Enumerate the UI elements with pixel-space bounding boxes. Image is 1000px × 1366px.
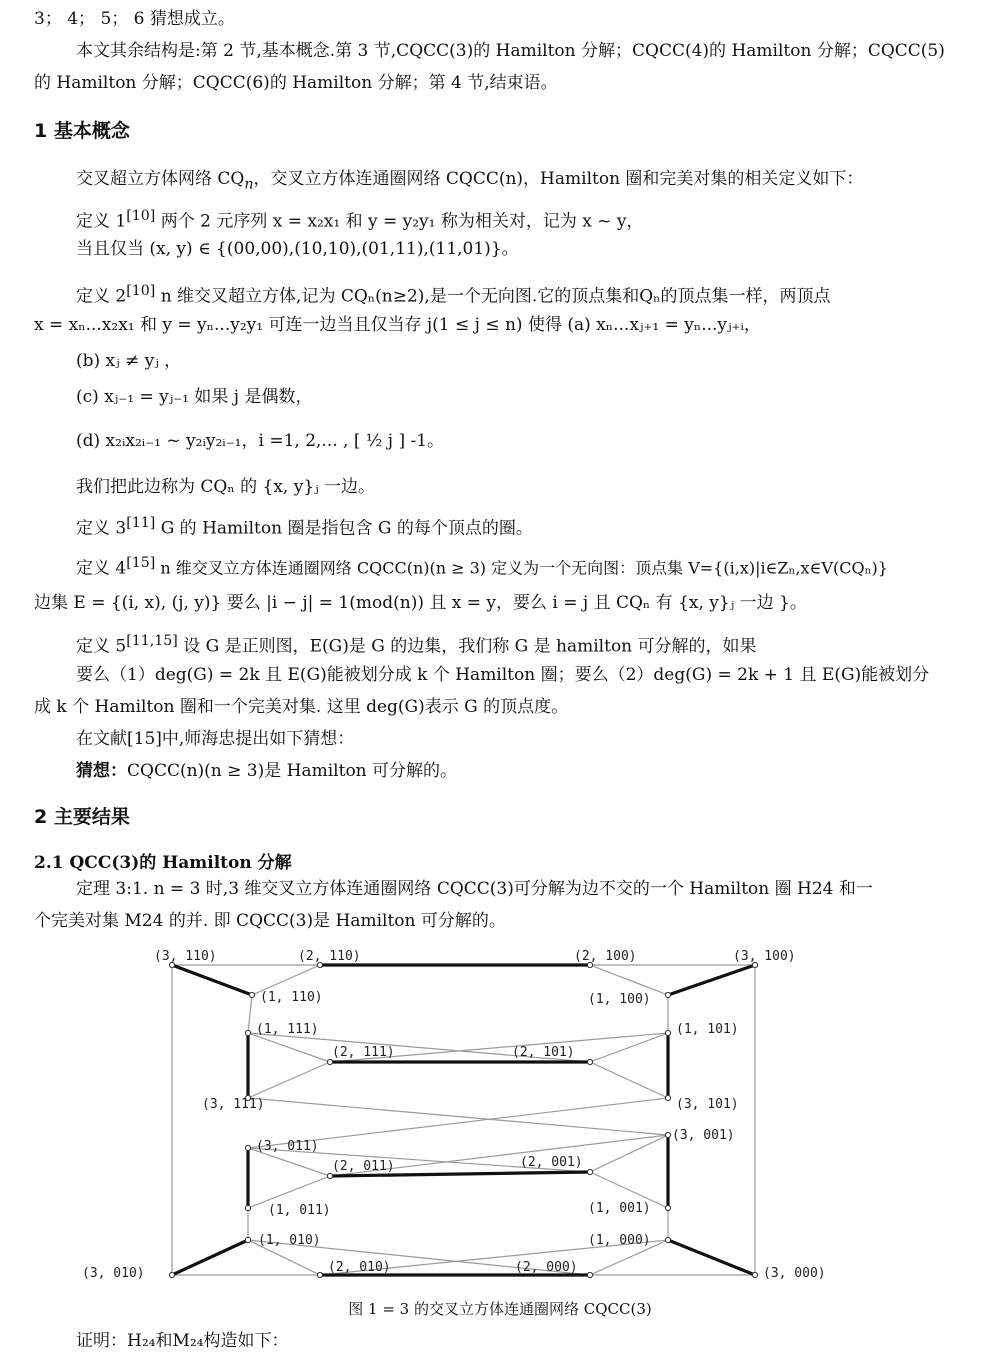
paragraph: 交叉超立方体网络 $CQ_n$，交叉立方体连通圈网络 CQCC(n)，Hamilton 圈和完美对集的相关定义如下： [76, 169, 864, 193]
node-label: (1, 101) [676, 1022, 739, 1037]
definition-text: G 的 Hamilton 圈是指包含 G 的每个顶点的圈。 [155, 518, 533, 539]
definition-label: 定义 4 [76, 558, 127, 579]
graph-node [327, 1059, 332, 1064]
section-heading: 2 主要结果 [34, 806, 130, 828]
graph-node [169, 1272, 174, 1277]
node-label: (2, 101) [512, 1045, 575, 1060]
text-line: 3； 4； 5； 6 猜想成立。 [34, 9, 235, 29]
node-label: (3, 000) [763, 1266, 826, 1281]
graph-node [665, 1030, 670, 1035]
text-line: 的 Hamilton 分解；CQCC(6)的 Hamilton 分解；第 4 节,结束语。 [34, 73, 558, 93]
text-span: ，交叉立方体连通圈网络 CQCC(n)，Hamilton 圈和完美对集的相关定义如下： [253, 169, 864, 189]
conjecture-text: CQCC(n)(n ≥ 3)是 Hamilton 可分解的。 [127, 761, 458, 781]
graph-edge [590, 965, 668, 995]
node-label: (2, 000) [515, 1260, 578, 1275]
node-label: (1, 000) [588, 1233, 651, 1248]
graph-node [249, 992, 254, 997]
node-label: (1, 111) [256, 1022, 319, 1037]
definition-text: n 维交叉立方体连通圈网络 CQCC(n)(n ≥ 3) 定义为一个无向图：顶点集 V={(i,x)|i∈Zₙ,x∈V(CQₙ)} [155, 558, 888, 578]
text-line: (d) x₂ᵢx₂ᵢ₋₁ ~ y₂ᵢy₂ᵢ₋₁，i =1, 2,... , [ ½ j ] -1。 [76, 431, 445, 451]
graph-node [665, 1205, 670, 1210]
hamilton-cycle-edge [668, 965, 755, 995]
definition-label: 定义 1 [76, 211, 127, 232]
text-line: 当且仅当 (x, y) ∈ {(00,00),(10,10),(01,11),(11,01)}。 [76, 239, 519, 259]
node-label: (3, 111) [202, 1097, 265, 1112]
graph-edge [248, 1033, 330, 1062]
text-line: 要么（1）deg(G) = 2k 且 E(G)能被划分成 k 个 Hamilton 圈；要么（2）deg(G) = 2k + 1 且 E(G)能被划分 [76, 665, 930, 685]
section-heading: 1 基本概念 [34, 120, 130, 142]
graph-node [665, 1132, 670, 1137]
node-label: (1, 010) [258, 1233, 321, 1248]
node-label: (2, 100) [574, 949, 637, 964]
graph-node [245, 1237, 250, 1242]
text-line: 个完美对集 M24 的并. 即 CQCC(3)是 Hamilton 可分解的。 [34, 911, 506, 931]
graph-node [752, 1272, 757, 1277]
graph-node [665, 992, 670, 997]
graph-edge [590, 1135, 668, 1172]
definition-text: 两个 2 元序列 x = x₂x₁ 和 y = y₂y₁ 称为相关对，记为 x ~ y， [155, 211, 644, 232]
subsection-heading: 2.1 QCC(3)的 Hamilton 分解 [34, 853, 292, 873]
node-label: (2, 001) [520, 1155, 583, 1170]
conjecture-label: 猜想： [76, 761, 127, 781]
graph-node [245, 1205, 250, 1210]
node-label: (3, 011) [256, 1139, 319, 1154]
graph-node [665, 1237, 670, 1242]
figure-caption: 图 1 = 3 的交叉立方体连通圈网络 CQCC(3) [348, 1300, 652, 1318]
text-span: 交叉超立方体网络 CQ [76, 169, 245, 189]
node-label: (3, 010) [82, 1266, 145, 1281]
node-label: (3, 101) [676, 1097, 739, 1112]
text-line: (b) xⱼ ≠ yⱼ ， [76, 351, 182, 371]
citation: [15] [126, 555, 156, 571]
graph-node [317, 1272, 322, 1277]
citation: [10] [126, 283, 156, 299]
definition-label: 定义 3 [76, 518, 127, 539]
text-line: (c) xⱼ₋₁ = yⱼ₋₁ 如果 j 是偶数， [76, 387, 313, 407]
graph-node [587, 1169, 592, 1174]
text-line: x = xₙ...x₂x₁ 和 y = yₙ...y₂y₁ 可连一边当且仅当存 j(1 ≤ j ≤ n) 使得 (a) xₙ...xⱼ₊₁ = yₙ...yⱼ₊ᵢ， [34, 315, 761, 335]
node-label: (2, 010) [328, 1260, 391, 1275]
graph-edge [248, 995, 252, 1033]
node-label: (2, 110) [298, 949, 361, 964]
hamilton-cycle-edge [172, 965, 252, 995]
citation: [10] [126, 208, 156, 224]
text-line: 在文献[15]中,师海忠提出如下猜想： [76, 729, 355, 749]
graph-node [587, 1059, 592, 1064]
graph-node [245, 1145, 250, 1150]
citation: [11] [126, 515, 156, 531]
graph-node [587, 1272, 592, 1277]
node-label: (1, 110) [260, 990, 323, 1005]
definition-text: 设 G 是正则图，E(G)是 G 的边集，我们称 G 是 hamilton 可分解的，如果 [177, 636, 757, 657]
definition-label: 定义 2 [76, 286, 127, 307]
graph-edge [248, 1098, 668, 1135]
graph-edge [590, 1062, 668, 1098]
hamilton-cycle-edge [172, 1240, 248, 1275]
hamilton-cycle-edge [668, 1240, 755, 1275]
text-line: 边集 E = {(i, x), (j, y)} 要么 |i − j| = 1(mod(n)) 且 x = y，要么 i = j 且 CQₙ 有 {x, y}ⱼ 一边 }。 [34, 593, 807, 613]
graph-edge [590, 1033, 668, 1062]
definition-text: n 维交叉超立方体,记为 CQₙ(n≥2),是一个无向图.它的顶点集和Qₙ的顶点集一样，两顶点 [155, 286, 831, 307]
node-label: (3, 100) [733, 949, 796, 964]
definition-label: 定义 5 [76, 636, 127, 657]
citation: [11,15] [126, 633, 178, 649]
node-label: (1, 011) [268, 1203, 331, 1218]
node-label: (1, 100) [588, 992, 651, 1007]
graph-node [245, 1030, 250, 1035]
node-label: (3, 110) [154, 949, 217, 964]
graph-edge [248, 1062, 330, 1098]
node-label: (2, 011) [332, 1159, 395, 1174]
text-line: 本文其余结构是:第 2 节,基本概念.第 3 节,CQCC(3)的 Hamilton 分解；CQCC(4)的 Hamilton 分解；CQCC(5) [76, 41, 945, 61]
graph-node [665, 1095, 670, 1100]
node-label: (1, 001) [588, 1201, 651, 1216]
node-label: (2, 111) [332, 1045, 395, 1060]
theorem: 定理 3:1. n = 3 时,3 维交叉立方体连通圈网络 CQCC(3)可分解为边不交的一个 Hamilton 圈 H24 和一 [76, 879, 873, 899]
node-label: (3, 001) [672, 1128, 735, 1143]
proof-line: 证明：H₂₄和M₂₄构造如下： [76, 1331, 289, 1351]
text-line: 我们把此边称为 CQₙ 的 {x, y}ⱼ 一边。 [76, 477, 376, 497]
text-line: 成 k 个 Hamilton 圈和一个完美对集. 这里 deg(G)表示 G 的顶点度。 [34, 697, 569, 717]
graph-node [327, 1173, 332, 1178]
